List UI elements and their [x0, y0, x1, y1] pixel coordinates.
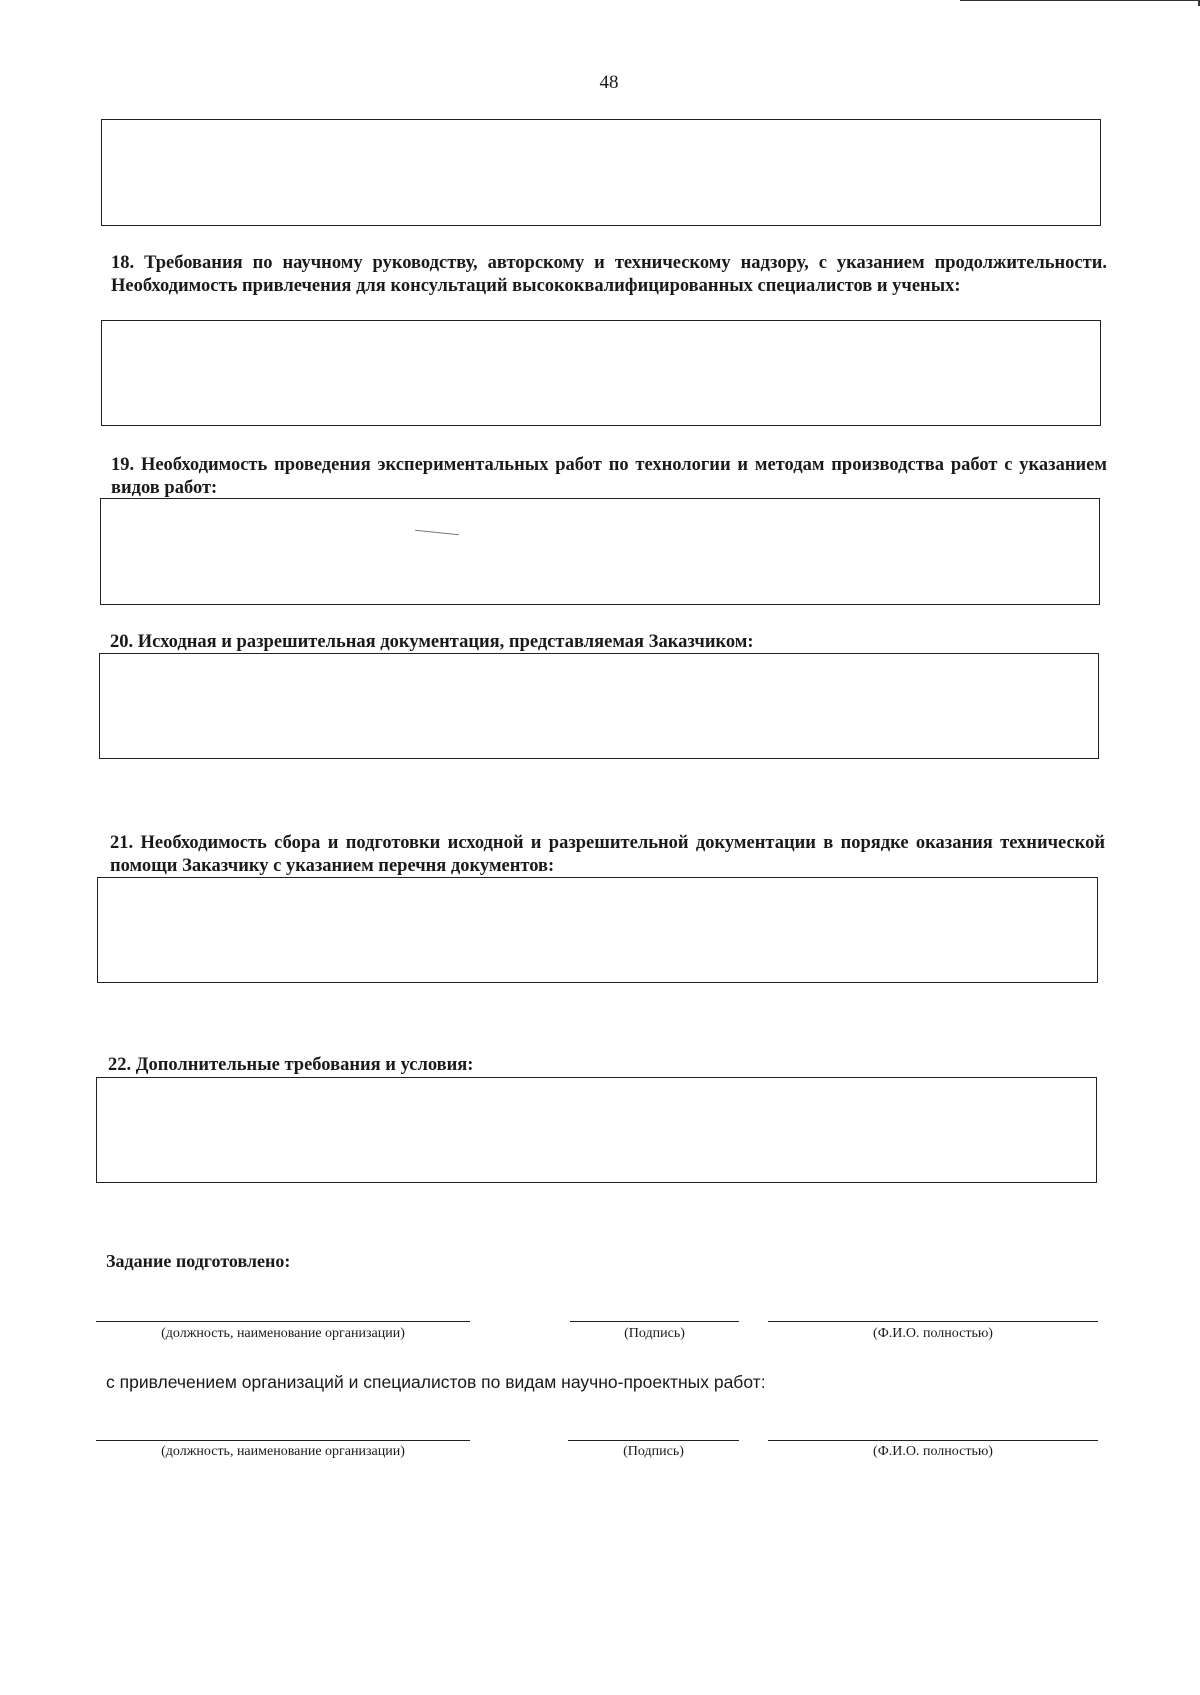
full-name-caption-1: (Ф.И.О. полностью) — [873, 1326, 993, 1341]
answer-box-18[interactable] — [101, 320, 1101, 426]
position-caption-1: (должность, наименование организации) — [161, 1326, 405, 1341]
answer-box-20[interactable] — [99, 653, 1099, 759]
prepared-by-label: Задание подготовлено: — [106, 1251, 291, 1271]
section-19-number: 19. — [111, 455, 135, 475]
answer-box-17[interactable] — [101, 119, 1101, 226]
section-19-text: Необходимость проведения экспериментальных работ по технологии и методам производства работ с указанием видов работ: — [111, 455, 1107, 498]
section-22-number: 22. — [108, 1055, 132, 1075]
answer-box-22[interactable] — [96, 1077, 1097, 1183]
answer-box-19[interactable] — [100, 498, 1100, 605]
section-21-number: 21. — [110, 833, 134, 853]
section-22-text: Дополнительные требования и условия: — [135, 1055, 474, 1075]
section-20-heading — [110, 631, 754, 654]
section-20-number: 20. — [110, 632, 134, 652]
section-20-text: Исходная и разрешительная документация, представляемая Заказчиком: — [137, 632, 754, 652]
section-18-text: Требования по научному руководству, авторскому и техническому надзору, с указанием продолжительности. Необходимость привлечения для консультаций высококвалифицированных специалистов и ученых: — [111, 253, 1108, 296]
involvement-text: с привлечением организаций и специалистов по видам научно-проектных работ: — [106, 1372, 766, 1392]
position-signature-line-2[interactable] — [96, 1440, 470, 1441]
signature-line-1[interactable] — [570, 1321, 739, 1322]
full-name-caption-2: (Ф.И.О. полностью) — [873, 1444, 993, 1459]
section-21-heading — [110, 832, 1105, 878]
scan-top-rule — [960, 0, 1200, 1]
answer-box-21[interactable] — [97, 877, 1098, 983]
signature-caption-2: (Подпись) — [623, 1444, 684, 1459]
section-18-heading — [111, 252, 1107, 298]
section-21-text: Необходимость сбора и подготовки исходной и разрешительной документации в порядке оказания технической помощи Заказчику с указанием перечня документов: — [110, 833, 1106, 876]
full-name-line-1[interactable] — [768, 1321, 1098, 1322]
signature-caption-1: (Подпись) — [624, 1326, 685, 1341]
position-caption-2: (должность, наименование организации) — [161, 1444, 405, 1459]
position-signature-line-1[interactable] — [96, 1321, 470, 1322]
page-number: 48 — [599, 72, 619, 93]
section-22-heading — [108, 1054, 473, 1077]
section-18-number: 18. — [111, 253, 135, 273]
section-19-heading — [111, 454, 1107, 500]
signature-line-2[interactable] — [568, 1440, 739, 1441]
full-name-line-2[interactable] — [768, 1440, 1098, 1441]
